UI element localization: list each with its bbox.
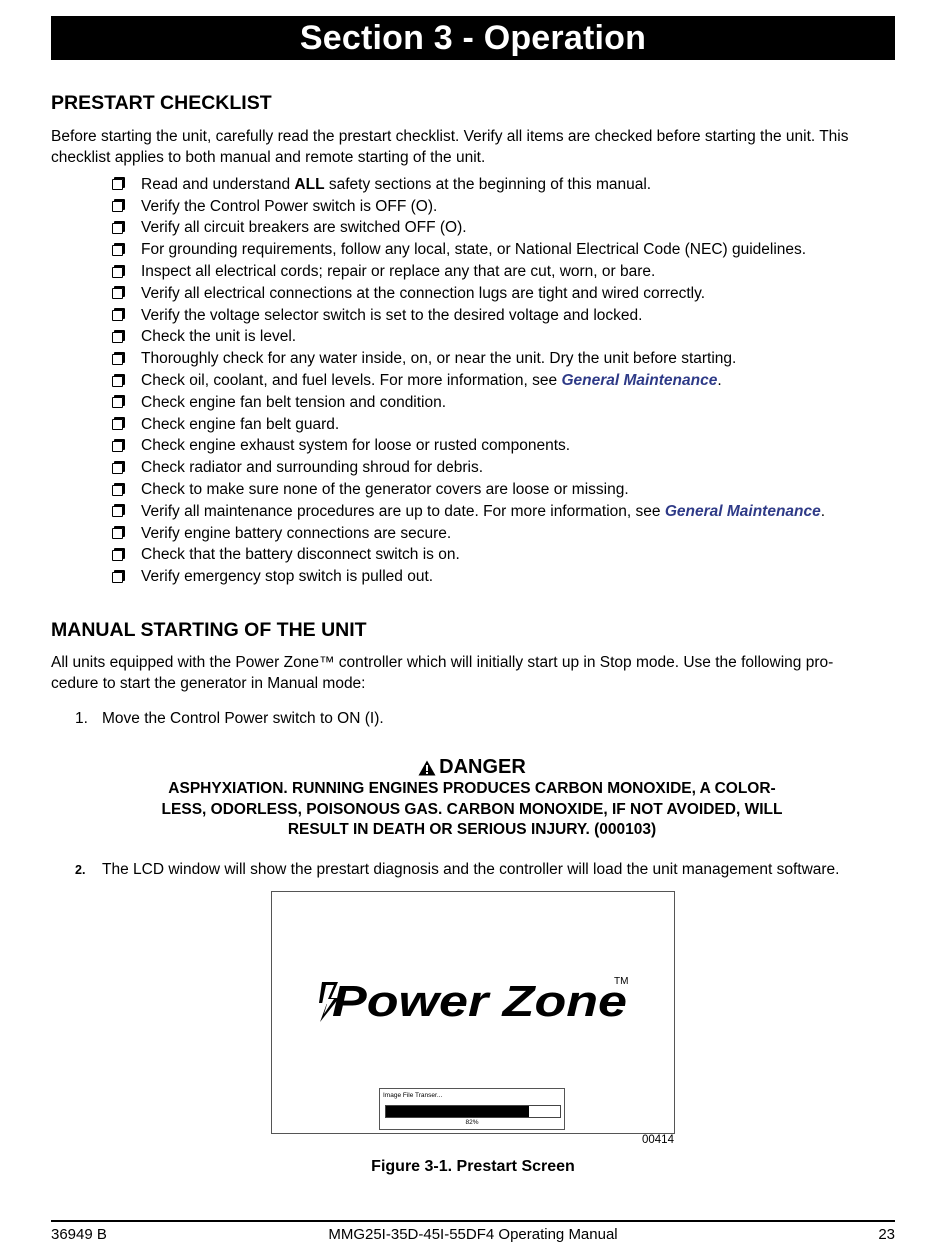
checklist-item [110, 174, 910, 196]
general-maintenance-link[interactable]: General Maintenance [664, 502, 821, 520]
checkbox-icon [112, 506, 123, 517]
checklist-item-text: Verify emergency stop switch is pulled out. [141, 568, 434, 586]
checkbox-icon [112, 267, 123, 278]
step-1-text: Move the Control Power switch to ON (I). [102, 710, 384, 727]
step-2 [75, 861, 839, 879]
checklist-item-text [141, 503, 825, 521]
checkbox-icon [112, 201, 123, 212]
checkbox-icon [112, 528, 123, 539]
checkbox-icon [112, 572, 123, 583]
checkbox-icon [112, 310, 123, 321]
danger-title: DANGER [439, 756, 526, 778]
prestart-checklist [110, 174, 910, 588]
footer-divider [51, 1220, 895, 1222]
step-2-text: The LCD window will show the prestart diagnosis and the controller will load the unit management software. [102, 861, 840, 878]
checklist-item-text-start: Check oil, coolant, and fuel levels. For more information, see [141, 372, 562, 390]
checkbox-icon [112, 376, 123, 387]
figure-caption: Figure 3-1. Prestart Screen [371, 1158, 575, 1175]
checklist-item-text: Check engine exhaust system for loose or rusted components. [141, 437, 571, 455]
checklist-item-text: Verify the voltage selector switch is set to the desired voltage and locked. [141, 306, 643, 324]
step-1 [75, 710, 384, 728]
checklist-item [110, 523, 910, 545]
checklist-item [110, 545, 910, 567]
checklist-item-text: Verify the Control Power switch is OFF (O). [141, 197, 438, 215]
checklist-item [110, 283, 910, 305]
checkbox-icon [112, 550, 123, 561]
checklist-item-text-start: Verify all maintenance procedures are up to date. For more information, see [141, 502, 665, 520]
manual-starting-heading: MANUAL STARTING OF THE UNIT [51, 619, 367, 641]
power-zone-logo [312, 970, 642, 1030]
section-title-banner [51, 16, 895, 60]
checklist-item-text: Thoroughly check for any water inside, on, or near the unit. Dry the unit before starting. [141, 350, 737, 368]
danger-line-1: ASPHYXIATION. RUNNING ENGINES PRODUCES CARBON MONOXIDE, A COLOR- [168, 780, 776, 797]
danger-heading [0, 756, 944, 779]
step-1-number: 1. [75, 710, 88, 727]
prestart-heading: PRESTART CHECKLIST [51, 92, 272, 114]
checklist-item-text: Verify all circuit breakers are switched OFF (O). [141, 219, 467, 237]
step-2-number: 2. [75, 863, 86, 877]
checkbox-icon [112, 332, 123, 343]
checklist-item-text-start: Read and understand [141, 175, 295, 193]
prestart-screen-figure [271, 891, 675, 1134]
checklist-item-text: Check to make sure none of the generator covers are loose or missing. [141, 481, 629, 499]
danger-message [130, 779, 814, 841]
manual-intro-line-2: cedure to start the generator in Manual mode: [51, 675, 366, 692]
checklist-item-text: Check engine fan belt tension and condition. [141, 393, 447, 411]
checklist-item [110, 196, 910, 218]
checkbox-icon [112, 288, 123, 299]
checklist-item [110, 479, 910, 501]
checklist-item [110, 305, 910, 327]
checklist-item-text: Check the unit is level. [141, 328, 297, 346]
checkbox-icon [112, 245, 123, 256]
checklist-item [110, 566, 910, 588]
warning-triangle-icon [418, 760, 436, 776]
checkbox-icon [112, 223, 123, 234]
checkbox-icon [112, 179, 123, 190]
checklist-item-text-end: . [820, 502, 826, 520]
logo-tm: TM [614, 976, 629, 987]
progress-panel [379, 1088, 565, 1130]
progress-percent: 82% [465, 1119, 479, 1126]
progress-label: Image File Transer... [383, 1092, 443, 1099]
checklist-item-text: Verify all electrical connections at the connection lugs are tight and wired correctly. [141, 284, 706, 302]
danger-line-2: LESS, ODORLESS, POISONOUS GAS. CARBON MONOXIDE, IF NOT AVOIDED, WILL [161, 800, 783, 818]
checklist-item [110, 414, 910, 436]
section-title: Section 3 - Operation [299, 18, 647, 57]
checklist-item-text [141, 372, 722, 390]
checklist-item-text-end: safety sections at the beginning of this manual. [324, 175, 652, 193]
footer-manual-title: MMG25I-35D-45I-55DF4 Operating Manual [328, 1226, 618, 1243]
checklist-item [110, 327, 910, 349]
footer-page-number: 23 [878, 1226, 895, 1243]
manual-intro [51, 652, 899, 694]
checklist-item-text: Check radiator and surrounding shroud for debris. [141, 459, 484, 477]
danger-line-3: RESULT IN DEATH OR SERIOUS INJURY. (000103) [287, 821, 657, 838]
checklist-item-text: For grounding requirements, follow any local, state, or National Electrical Code (NEC) guidelines. [141, 241, 807, 259]
checklist-item [110, 239, 910, 261]
checklist-item [110, 501, 910, 523]
checkbox-icon [112, 485, 123, 496]
general-maintenance-link[interactable]: General Maintenance [561, 372, 718, 390]
checkbox-icon [112, 463, 123, 474]
checklist-item [110, 348, 910, 370]
checkbox-icon [112, 441, 123, 452]
progress-bar [385, 1105, 561, 1118]
checklist-item [110, 457, 910, 479]
checklist-item-text [141, 176, 651, 194]
checklist-item [110, 261, 910, 283]
checkbox-icon [112, 397, 123, 408]
checkbox-icon [112, 354, 123, 365]
checklist-item [110, 370, 910, 392]
prestart-intro: Before starting the unit, carefully read the prestart checklist. Verify all items are checked before starting the unit. This checklist applies to both manual and remote starting of the unit. [51, 128, 849, 166]
checklist-item-text: Verify engine battery connections are secure. [141, 524, 452, 542]
checklist-item-text-end: . [717, 372, 722, 390]
checklist-item [110, 392, 910, 414]
checklist-item-text: Check engine fan belt guard. [141, 415, 340, 433]
checklist-item [110, 436, 910, 458]
footer-doc-number: 36949 B [51, 1226, 107, 1243]
checklist-item-text: Inspect all electrical cords; repair or replace any that are cut, worn, or bare. [141, 263, 656, 281]
checklist-item [110, 218, 910, 240]
progress-bar-fill [386, 1106, 529, 1117]
checklist-item-emphasis: ALL [294, 175, 325, 193]
checkbox-icon [112, 419, 123, 430]
logo-text: Power Zone [332, 977, 627, 1026]
figure-code: 00414 [642, 1134, 674, 1146]
manual-intro-line-1: All units equipped with the Power Zone™ controller which will initially start up in Stop mode. Use the following pro- [51, 654, 834, 671]
checklist-item-text: Check that the battery disconnect switch is on. [141, 546, 460, 564]
